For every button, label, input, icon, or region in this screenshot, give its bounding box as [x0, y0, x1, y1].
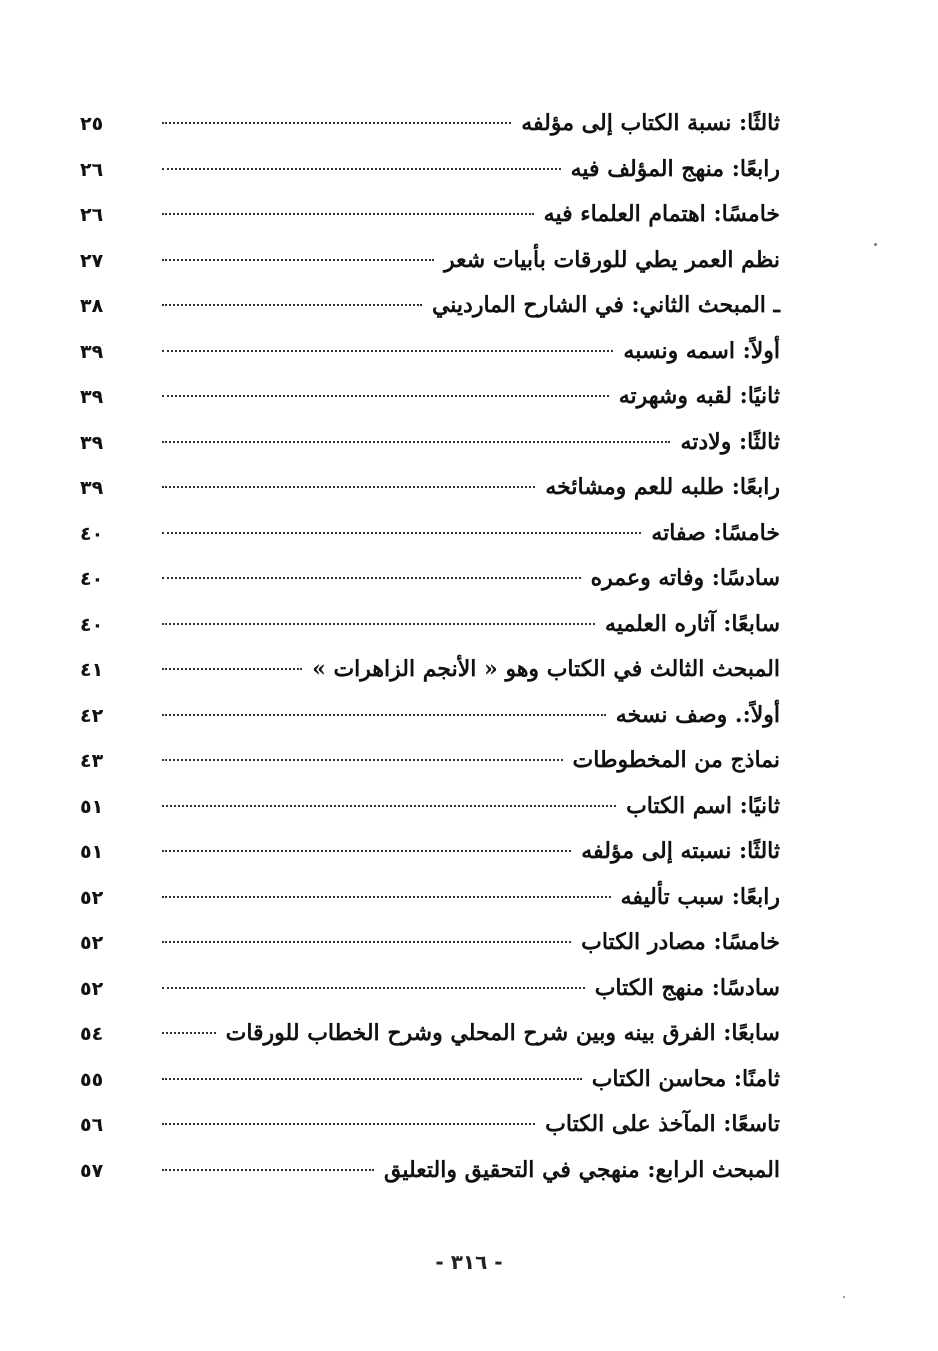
dot-leader — [162, 987, 585, 989]
entry-page-number: ٢٦ — [80, 204, 104, 226]
toc-entry — [80, 247, 780, 293]
toc-entry — [80, 565, 780, 611]
entry-title: نماذج من المخطوطات — [572, 747, 780, 773]
entry-title: ثانيًا: لقبه وشهرته — [618, 383, 780, 409]
toc-entry — [80, 656, 780, 702]
toc-entry — [80, 838, 780, 884]
toc-entry — [80, 1111, 780, 1157]
entry-page-number: ٥٢ — [80, 886, 104, 909]
entry-title: ثانيًا: اسم الكتاب — [626, 792, 780, 819]
entry-page-number: ٥١ — [80, 841, 104, 863]
dot-leader — [162, 1123, 535, 1125]
entry-title: ثالثًا: نسبة الكتاب إلى مؤلفه — [521, 110, 780, 136]
entry-title: تاسعًا: المآخذ على الكتاب — [545, 1111, 780, 1137]
toc-entry — [80, 429, 780, 475]
entry-page-number: ٥٢ — [80, 977, 104, 1000]
dot-leader — [162, 532, 641, 534]
dot-leader — [162, 805, 616, 807]
toc-entry — [80, 474, 780, 520]
entry-page-number: ٥٥ — [80, 1068, 104, 1091]
table-of-contents — [80, 110, 780, 1202]
toc-entry — [80, 793, 780, 839]
entry-title: المبحث الثالث في الكتاب وهو « الأنجم الزاهرات » — [312, 656, 780, 682]
entry-title: خامسًا: اهتمام العلماء فيه — [543, 201, 780, 227]
entry-title: أولاً: اسمه ونسبه — [623, 337, 780, 364]
toc-entry — [80, 884, 780, 930]
toc-entry — [80, 520, 780, 566]
entry-page-number: ٤٠ — [80, 568, 104, 590]
dot-leader — [162, 350, 613, 352]
entry-title: أولاً:. وصف نسخه — [615, 701, 780, 728]
entry-page-number: ٣٩ — [80, 431, 104, 454]
toc-entry — [80, 383, 780, 429]
toc-entry — [80, 747, 780, 793]
toc-entry — [80, 292, 780, 338]
dot-leader — [162, 850, 571, 852]
entry-page-number: ٤١ — [80, 659, 104, 681]
scan-speck — [874, 243, 877, 246]
entry-page-number: ٥٢ — [80, 932, 104, 954]
entry-page-number: ٣٩ — [80, 477, 104, 499]
entry-title: ثالثًا: نسبته إلى مؤلفه — [581, 838, 780, 864]
toc-entry — [80, 1066, 780, 1112]
dot-leader — [162, 395, 609, 397]
entry-title: خامسًا: مصادر الكتاب — [581, 929, 780, 955]
toc-entry — [80, 156, 780, 202]
entry-title: ثالثًا: ولادته — [680, 428, 780, 455]
entry-page-number: ٤٣ — [80, 750, 104, 772]
toc-entry — [80, 110, 780, 156]
entry-page-number: ٤٠ — [80, 522, 104, 545]
entry-title: خامسًا: صفاته — [651, 519, 780, 546]
entry-page-number: ٣٩ — [80, 340, 104, 363]
dot-leader — [162, 668, 302, 670]
entry-page-number: ٥٧ — [80, 1159, 104, 1182]
entry-page-number: ٤٠ — [80, 613, 104, 636]
entry-title: رابعًا: سبب تأليفه — [620, 883, 780, 910]
dot-leader — [162, 714, 606, 716]
dot-leader — [162, 441, 670, 443]
dot-leader — [162, 941, 571, 943]
dot-leader — [162, 759, 563, 761]
toc-entry — [80, 702, 780, 748]
dot-leader — [162, 577, 581, 579]
entry-page-number: ٣٨ — [80, 295, 104, 317]
dot-leader — [162, 213, 534, 215]
dot-leader — [162, 1032, 216, 1034]
entry-page-number: ٢٥ — [80, 113, 104, 135]
entry-page-number: ٢٧ — [80, 249, 104, 272]
dot-leader — [162, 896, 611, 898]
toc-entry — [80, 338, 780, 384]
entry-page-number: ٥٤ — [80, 1023, 104, 1045]
entry-page-number: ٥٦ — [80, 1114, 104, 1136]
dot-leader — [162, 1078, 582, 1080]
entry-page-number: ٣٩ — [80, 386, 104, 408]
toc-entry — [80, 1157, 780, 1203]
dot-leader — [162, 259, 434, 261]
dot-leader — [162, 1169, 374, 1171]
entry-title: ـ المبحث الثاني: في الشارح المارديني — [431, 292, 780, 318]
dot-leader — [162, 122, 511, 124]
dot-leader — [162, 486, 535, 488]
toc-entry — [80, 975, 780, 1021]
entry-title: ثامنًا: محاسن الكتاب — [591, 1065, 780, 1092]
entry-title: نظم العمر يطي للورقات بأبيات شعر — [444, 246, 780, 273]
toc-entry — [80, 611, 780, 657]
entry-page-number: ٥١ — [80, 795, 104, 818]
entry-title: سادسًا: وفاته وعمره — [590, 565, 780, 591]
entry-page-number: ٤٢ — [80, 704, 104, 727]
entry-title: سادسًا: منهج الكتاب — [594, 974, 780, 1001]
entry-title: المبحث الرابع: منهجي في التحقيق والتعليق — [384, 1156, 780, 1183]
toc-entry — [80, 1020, 780, 1066]
dot-leader — [162, 623, 595, 625]
scan-speck — [843, 1296, 845, 1298]
entry-title: رابعًا: طلبه للعم ومشائخه — [545, 474, 780, 500]
toc-entry — [80, 929, 780, 975]
entry-page-number: ٢٦ — [80, 158, 104, 181]
entry-title: سابعًا: آثاره العلميه — [605, 610, 780, 637]
page-number: - ٣١٦ - — [435, 1250, 503, 1274]
toc-entry — [80, 201, 780, 247]
entry-title: رابعًا: منهج المؤلف فيه — [570, 155, 780, 182]
dot-leader — [162, 304, 422, 306]
entry-title: سابعًا: الفرق بينه وبين شرح المحلي وشرح الخطاب للورقات — [225, 1020, 780, 1046]
dot-leader — [162, 168, 561, 170]
